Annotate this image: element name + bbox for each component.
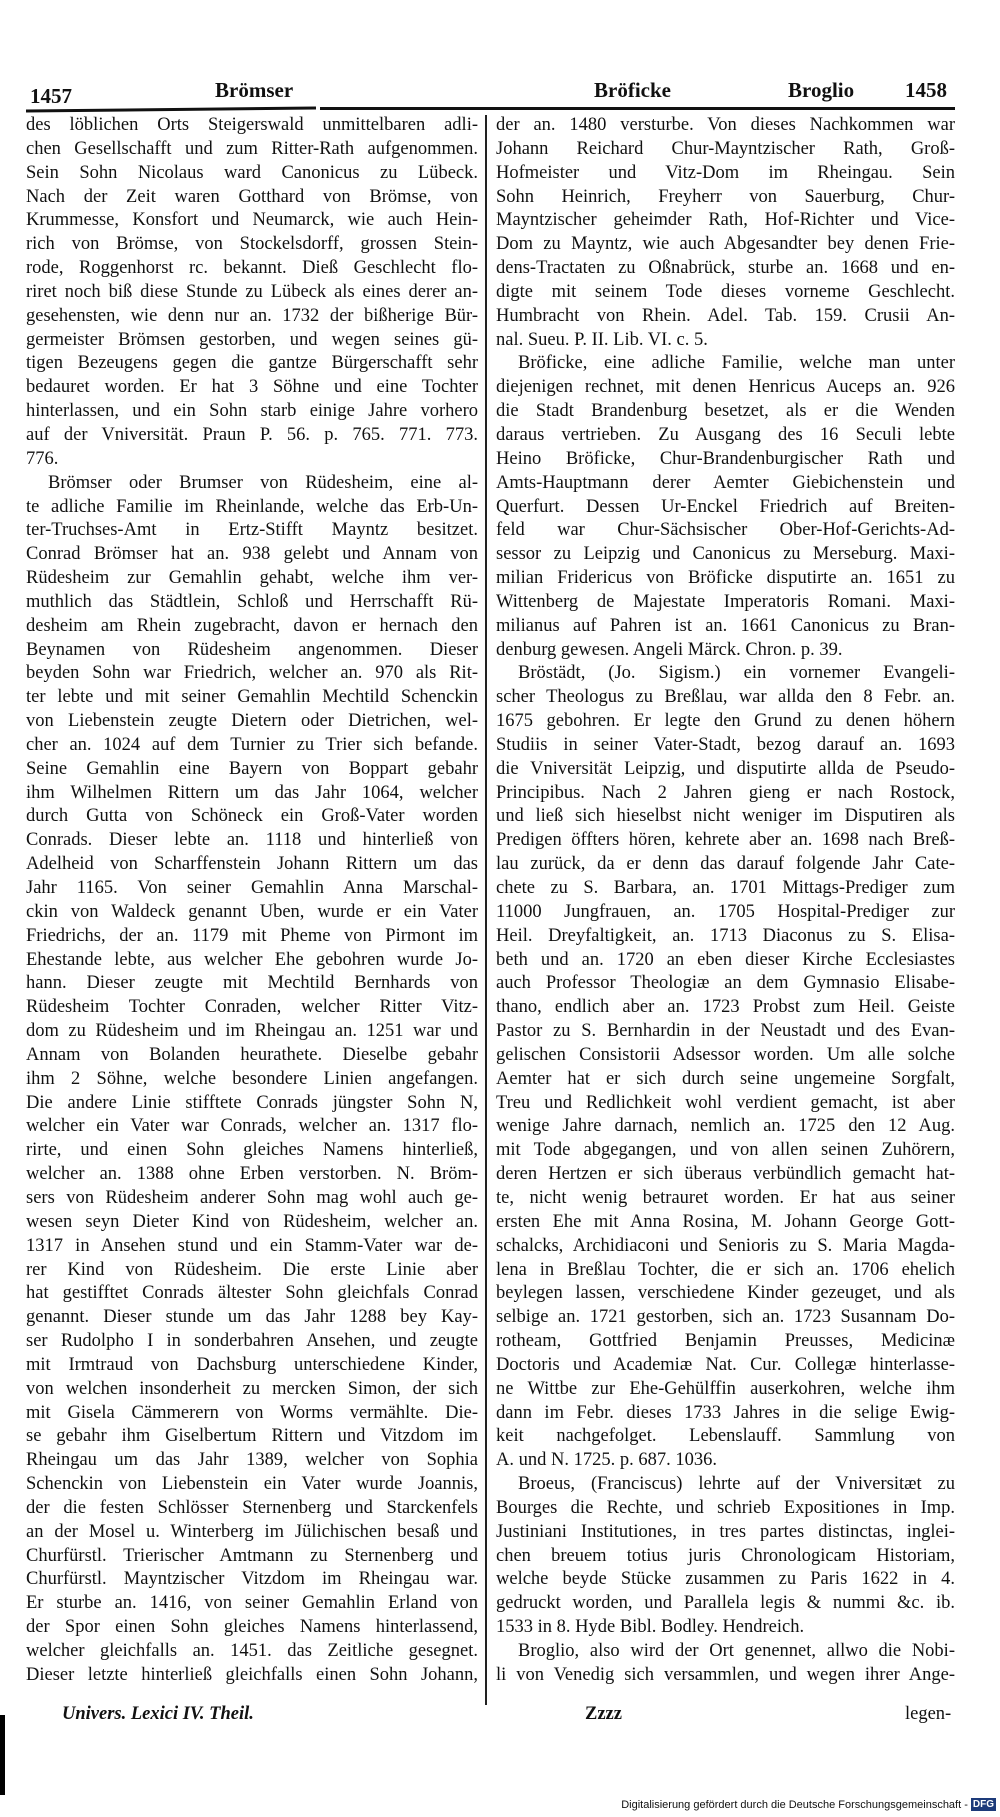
text-line: Bröficke, eine adliche Familie, welche man unter — [518, 353, 955, 374]
text-line: Beynamen von Rüdesheim angenommen. Dieser — [26, 639, 478, 660]
text-line: Johann Reichard Chur-Mayntzischer Rath, Groß- — [496, 138, 955, 159]
text-line: sers von Rüdesheim anderer Sohn mag wohl auch ge- — [26, 1187, 478, 1208]
text-line: die Vniversität Leipzig, und disputirte allda de Pseudo- — [496, 758, 955, 779]
text-line: der an. 1480 versturbe. Von dieses Nachkommen war — [496, 115, 955, 135]
text-line: denburg gewesen. Angeli Märck. Chron. p. 39. — [496, 639, 843, 660]
text-line: Brömser oder Brumser von Rüdesheim, eine al- — [48, 472, 478, 493]
text-line: ersten Ehe mit Anna Rosina, M. Johann George Gott- — [496, 1211, 955, 1232]
text-line: der Spor einen Sohn gleiches Namens hinterlassend, — [26, 1617, 478, 1638]
text-line: Churfürstl. Trierischer Amtmann zu Sternenberg und — [26, 1545, 478, 1566]
text-line: sessor zu Leipzig und Canonicus zu Merseburg. Maxi- — [496, 544, 955, 565]
page-number-left: 1457 — [30, 84, 72, 108]
page-number-right: 1458 — [905, 78, 947, 102]
text-line: dom zu Rüdesheim und im Rheingau an. 1251 war und — [26, 1021, 478, 1042]
text-line: Broglio, also wird der Ort genennet, allwo die Nobi- — [518, 1641, 955, 1661]
text-line: Sohn Heinrich, Freyherr von Sauerburg, Chur- — [496, 186, 955, 207]
catchword: legen- — [905, 1704, 952, 1724]
text-line: cher an. 1024 auf dem Turnier zu Trier sich befande. — [26, 734, 478, 755]
text-line: milian Fridericus von Bröficke disputirte an. 1651 zu — [496, 568, 955, 589]
text-line: und ließ sich hieselbst nicht weniger im Disputiren als — [496, 806, 955, 827]
text-line: Treu und Redlichkeit wohl verdient gemacht, ist aber — [496, 1092, 955, 1113]
text-line: genannt. Dieser stunde um das Jahr 1288 bey Kay- — [26, 1307, 478, 1328]
text-line: A. und N. 1725. p. 687. 1036. — [496, 1450, 717, 1471]
text-line: germeister Brömsen gestorben, und wegen seines gü- — [26, 329, 478, 350]
text-line: li von Venedig sich versammlen, und wegen ihrer Ange- — [496, 1664, 955, 1685]
text-line: von Liebenstein zeugte Dietern oder Dietrichen, wel- — [26, 711, 478, 732]
volume-title: Univers. Lexici IV. Theil. — [62, 1704, 254, 1724]
text-line: diejenigen rechnet, mit denen Henricus Auceps an. 926 — [496, 377, 955, 398]
text-line: beth und an. 1720 an eben dieser Kirche Ecclesiastes — [496, 949, 955, 970]
text-line: Justiniani Institutiones, in tres partes distinctas, inglei- — [496, 1521, 955, 1542]
text-line: wenige Jahre darnach, nemlich an. 1725 den 12 Aug. — [496, 1116, 955, 1137]
text-line: Bröstädt, (Jo. Sigism.) ein vornemer Evangeli- — [518, 663, 955, 684]
text-line: rode, Roggenhorst rc. bekannt. Dieß Geschlecht flo- — [26, 258, 478, 279]
text-line: durch Gutta von Schöneck ein Groß-Vater worden — [26, 806, 478, 827]
running-head-middle: Bröficke — [594, 78, 671, 102]
text-line: selbige an. 1721 gestorben, sich an. 1723 Susannam Do- — [496, 1307, 955, 1328]
text-line: nal. Sueu. P. II. Lib. VI. c. 5. — [496, 329, 708, 350]
column-divider — [485, 115, 487, 1705]
text-line: Studiis in seiner Vater-Stadt, bezog darauf an. 1693 — [496, 734, 955, 755]
text-line: 1317 in Ansehen stund und ein Stamm-Vater war de- — [26, 1235, 478, 1256]
text-line: Conrads. Dieser lebte an. 1118 und hinterließ von — [26, 830, 478, 851]
text-line: ter lebte und mit seiner Gemahlin Mechtild Schenckin — [26, 687, 478, 708]
text-line: die Stadt Brandenburg besetzet, als er die Wenden — [496, 401, 955, 422]
text-line: te, nicht wenig betrauret worden. Er hat aus seiner — [496, 1187, 955, 1208]
text-line: Ehestande lebte, aus welcher Ehe gebohren wurde Jo- — [26, 949, 478, 970]
text-line: mit Gisela Cämmerern von Worms vermählte. Die- — [26, 1402, 478, 1423]
text-line: Rüdesheim zur Gemahlin gehabt, welche ihm ver- — [26, 568, 478, 589]
text-line: Seine Gemahlin eine Bayern von Boppart gebahr — [26, 758, 478, 779]
text-line: 1675 gebohren. Er legte den Grund zu denen höhern — [496, 711, 955, 732]
digitization-credit — [621, 1798, 996, 1811]
text-line: keit nachgefolget. Lebenslauff. Sammlung von — [496, 1426, 955, 1447]
text-line: bedauret worden. Er hat 3 Söhne und eine Tochter — [26, 377, 478, 398]
text-line: Rheingau um das Jahr 1389, welcher von Sophia — [26, 1450, 478, 1471]
text-line: te adliche Familie im Rheinlande, welche das Erb-Un- — [26, 496, 478, 517]
text-line: Heino Bröficke, Chur-Brandenburgischer Rath und — [496, 448, 955, 469]
text-line: beyden Sohn war Friedrich, welcher an. 970 als Rit- — [26, 663, 478, 684]
text-line: gedruckt worden, und Parallela legis & nummi &c. ib. — [496, 1593, 955, 1614]
text-line: ihm 2 Söhne, welche besondere Linien angefangen. — [26, 1068, 478, 1089]
text-line: ihm Wilhelmen Rittern um das Jahr 1064, welcher — [26, 782, 478, 803]
text-line: Annam von Bolanden heurathete. Dieselbe gebahr — [26, 1044, 478, 1065]
text-line: Wittenberg de Majestate Imperatoris Romani. Maxi- — [496, 591, 955, 612]
text-line: Jahr 1165. Von seiner Gemahlin Anna Marschal- — [26, 878, 478, 898]
text-line: Dom zu Mayntz, wie auch Abgesandter bey denen Frie- — [496, 234, 955, 255]
text-line: des löblichen Orts Steigerswald unmittelbaren adli- — [26, 115, 478, 135]
text-line: lena in Breßlau Tochter, die er sich an. 1706 ehelich — [496, 1259, 955, 1280]
text-line: Querfurt. Dessen Ur-Enckel Friedrich auf Breiten- — [496, 496, 955, 517]
text-line: wesen seyn Dieter Kind von Rüdesheim, welcher an. — [26, 1211, 478, 1232]
text-line: rirte, und einen Sohn gleiches Namens hinterließ, — [26, 1140, 478, 1161]
text-line: welcher gleichfalls an. 1451. das Zeitliche gesegnet. — [26, 1641, 478, 1661]
text-line: 1533 in 8. Hyde Bibl. Bodley. Hendreich. — [496, 1617, 805, 1638]
text-line: Die andere Linie stifftete Conrads jüngster Sohn N, — [26, 1092, 478, 1113]
text-line: Broeus, (Franciscus) lehrte auf der Vniversitæt zu — [518, 1474, 955, 1495]
text-line: Mayntzischer geheimder Rath, Hof-Richter und Vice- — [496, 210, 955, 231]
text-line: dann im Febr. dieses 1733 Jahres in die selige Ewig- — [496, 1402, 955, 1423]
text-line: deren Hertzen er sich überaus verbündlich gemacht hat- — [496, 1164, 955, 1185]
text-line: Adelheid von Scharffenstein Johann Rittern um das — [26, 854, 478, 875]
text-line: desheim am Rhein zugebracht, davon er hernach den — [26, 615, 478, 636]
text-line: scher Theologus zu Breßlau, war allda den 8 Febr. an. — [496, 687, 955, 708]
running-head-right: Broglio — [788, 78, 855, 102]
text-line: Humbracht von Rhein. Adel. Tab. 159. Crusii An- — [496, 305, 955, 326]
text-line: milianus auf Pahren ist an. 1661 Canonicus zu Bran- — [496, 615, 955, 636]
header-rule-right — [320, 107, 955, 110]
text-line: hat gestifftet Conrads ältester Sohn gleichfals Conrad — [26, 1283, 478, 1304]
text-line: ckin von Waldeck genannt Uben, wurde er ein Vater — [26, 901, 478, 922]
text-line: Dieser letzte hinterließ gleichfalls einen Sohn Johann, — [26, 1664, 478, 1685]
text-line: Churfürstl. Mayntzischer Vitzdom im Rheingau war. — [26, 1569, 478, 1590]
text-line: gesehensten, wie denn nur an. 1732 der bißherige Bür- — [26, 305, 478, 326]
left-column — [26, 114, 478, 1688]
text-line: se gebahr ihm Giselbertum Rittern und Vitzdom im — [26, 1426, 478, 1447]
text-line: Bourges die Rechte, und schrieb Expositiones in Imp. — [496, 1497, 955, 1518]
text-line: hinterlassen, und ein Sohn starb einige Jahre vorhero — [26, 401, 478, 422]
text-line: welcher ein Vater war Conrads, welcher an. 1317 flo- — [26, 1116, 478, 1137]
text-line: riret noch biß diese Stunde zu Lübeck als eines derer an- — [26, 281, 478, 302]
text-line: muthlich das Städtlein, Schloß und Herrschafft Rü- — [26, 591, 478, 612]
text-line: welcher an. 1388 ohne Erben verstorben. N. Bröm- — [26, 1164, 478, 1185]
text-line: auf der Vniversität. Praun P. 56. p. 765. 771. 773. — [26, 424, 478, 445]
text-line: rer Kind von Rüdesheim. Die erste Linie aber — [26, 1259, 478, 1280]
right-column — [496, 114, 955, 1688]
text-line: Krummesse, Konsfort und Neumarck, wie auch Hein- — [26, 210, 478, 231]
text-line: beylegen lassen, verschiedene Kinder gezeuget, und als — [496, 1283, 955, 1304]
volume-footer — [62, 1704, 254, 1725]
text-line: mit Irmtraud von Dachsburg unterschiedene Kinder, — [26, 1354, 478, 1375]
text-line: mit Tode abgegangen, und von allen seinen Zuhörern, — [496, 1140, 955, 1161]
text-line: gelischen Consistorii Adsessor worden. Um alle solche — [496, 1044, 955, 1065]
text-line: lau zurück, da er denn das darauf folgende Jahr Cate- — [496, 854, 955, 875]
scan-edge — [0, 1715, 5, 1795]
text-line: Schenckin von Liebenstein ein Vater wurde Joannis, — [26, 1474, 478, 1495]
text-line: Rüdesheim Tochter Conraden, welcher Ritter Vitz- — [26, 997, 478, 1018]
dfg-logo-icon: DFG — [972, 1799, 994, 1810]
text-line: feld war Chur-Sächsischer Ober-Hof-Gerichts-Ad- — [496, 520, 955, 541]
text-line: Sein Sohn Nicolaus ward Canonicus zu Lübeck. — [26, 162, 478, 183]
text-line: Hofmeister und Vitz-Dom im Rheingau. Sein — [496, 162, 955, 183]
text-line: von welchen insonderheit zu mercken Simon, der sich — [26, 1378, 478, 1399]
text-line: welche beyde Stücke zusammen zu Paris 1622 in 4. — [496, 1569, 955, 1590]
text-line: Principibus. Nach 2 Jahren gieng er nach Rostock, — [496, 782, 955, 803]
text-line: Nach der Zeit waren Gotthard von Brömse, von — [26, 186, 478, 207]
text-line: rich von Brömse, von Stockelsdorff, grossen Stein- — [26, 234, 478, 255]
text-line: daraus vertrieben. Zu Ausgang des 16 Seculi lebte — [496, 424, 955, 445]
text-line: chete zu S. Barbara, an. 1701 Mittags-Prediger zum — [496, 878, 955, 898]
running-head-left: Brömser — [215, 78, 294, 102]
text-line: Doctoris und Academiæ Nat. Cur. Collegæ hinterlasse- — [496, 1354, 955, 1375]
text-line: 776. — [26, 448, 59, 469]
text-line: chen Gesellschafft und zum Ritter-Rath aufgenommen. — [26, 138, 478, 159]
text-line: tigen Bezeugens gegen die gantze Bürgerschafft sehr — [26, 353, 478, 374]
text-line: digte mit seinem Tode dieses vorneme Geschlecht. — [496, 281, 955, 302]
text-line: der die festen Schlösser Sternenberg und Starckenfels — [26, 1497, 478, 1518]
text-line: hann. Dieser zeugte mit Mechtild Bernhards von — [26, 973, 478, 994]
signature-mark: Zzzz — [585, 1704, 622, 1724]
text-line: dens-Tractaten zu Oßnabrück, sturbe an. 1668 und en- — [496, 258, 955, 279]
text-line: Heil. Dreyfaltigkeit, an. 1713 Diaconus zu S. Elisa- — [496, 925, 955, 946]
text-line: Aemter hat er sich durch seine ungemeine Sorgfalt, — [496, 1068, 955, 1089]
text-line: Er sturbe an. 1416, von seiner Gemahlin Erland von — [26, 1593, 478, 1614]
digitization-credit-text: Digitalisierung gefördert durch die Deutsche Forschungsgemeinschaft - — [621, 1798, 968, 1811]
text-line: chen breuem totius juris Chronologicam Historiam, — [496, 1545, 955, 1566]
text-line: rotheam, Gottfried Benjamin Preusses, Medicinæ — [496, 1331, 955, 1352]
text-line: schalcks, Archidiaconi und Senioris zu S. Maria Magda- — [496, 1235, 955, 1256]
text-line: an der Mosel u. Winterberg im Jülichischen besaß und — [26, 1521, 478, 1542]
text-line: Predigen öffters hören, kehrete aber an. 1698 nach Breß- — [496, 830, 955, 851]
text-line: Friedrichs, der an. 1179 mit Pheme von Pirmont im — [26, 925, 478, 946]
text-line: Conrad Brömser hat an. 938 gelebt und Annam von — [26, 544, 478, 565]
text-line: ne Wittbe zur Ehe-Gehülffin auserkohren, welche ihm — [496, 1378, 955, 1399]
text-line: Pastor zu S. Bernhardin in der Neustadt und des Evan- — [496, 1021, 955, 1042]
text-line: Amts-Hauptmann derer Aemter Giebichenstein und — [496, 472, 955, 493]
text-line: thano, endlich aber an. 1723 Probst zum Heil. Geiste — [496, 997, 955, 1018]
text-line: 11000 Jungfrauen, an. 1705 Hospital-Prediger zur — [496, 901, 955, 922]
text-line: ter-Truchses-Amt in Ertz-Stifft Mayntz besitzet. — [26, 520, 478, 541]
text-line: auch Professor Theologiæ an dem Gymnasio Elisabe- — [496, 973, 955, 994]
text-line: ser Rudolpho I in sonderbahren Ansehen, und zeugte — [26, 1331, 478, 1352]
